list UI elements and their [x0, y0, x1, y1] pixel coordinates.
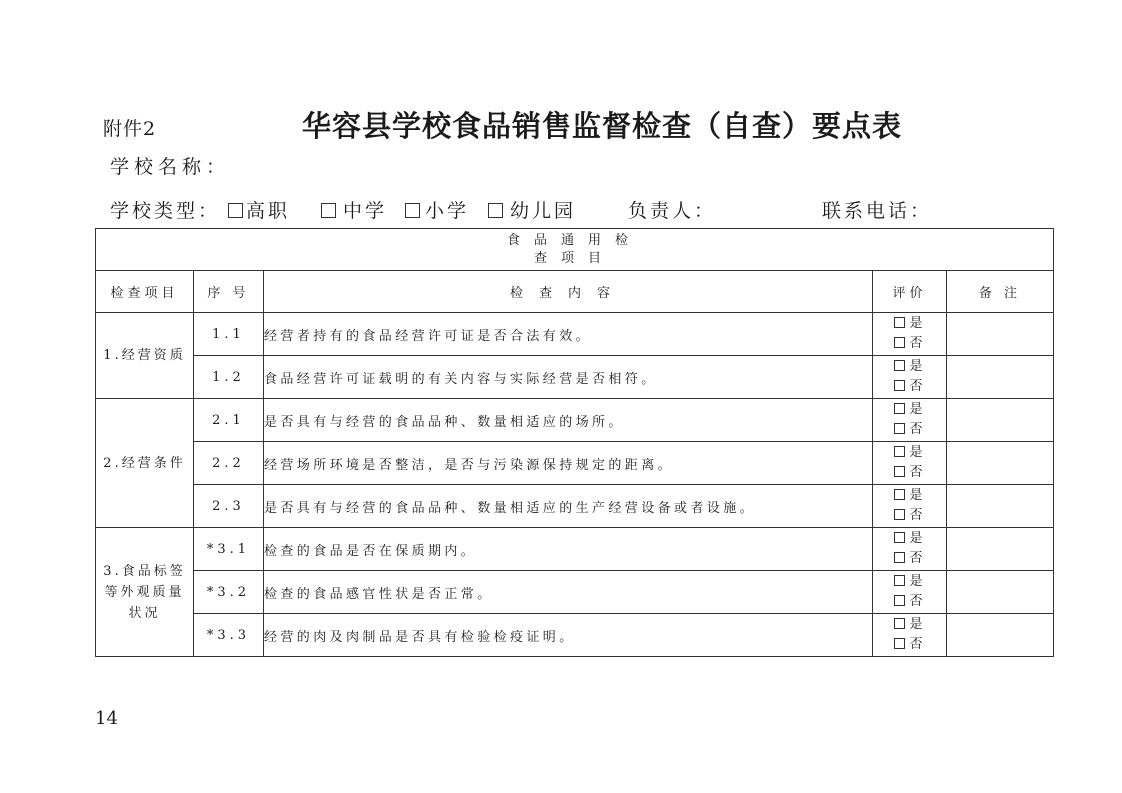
checkbox-icon[interactable]: [894, 423, 905, 434]
checkbox-icon[interactable]: [894, 638, 905, 649]
eval-no[interactable]: [873, 420, 946, 440]
table-title-line: 食品通用检: [506, 232, 642, 248]
note-cell[interactable]: [947, 442, 1054, 485]
eval-yes[interactable]: [873, 443, 946, 463]
checkbox-icon[interactable]: [488, 203, 503, 218]
phone-label: 联系电话：: [822, 200, 933, 222]
eval-no[interactable]: [873, 334, 946, 354]
note-cell[interactable]: [947, 356, 1054, 399]
eval-yes-label: 是: [909, 574, 925, 589]
eval-no-label: 否: [909, 465, 925, 480]
type-label: 高职: [246, 200, 291, 222]
category-cell: 2.经营条件: [96, 399, 194, 528]
checkbox-icon[interactable]: [894, 466, 905, 477]
content-cell: 食品经营许可证载明的有关内容与实际经营是否相符。: [264, 356, 873, 399]
eval-no[interactable]: [873, 592, 946, 612]
page-number: 14: [95, 708, 118, 729]
type-option-middle[interactable]: [321, 196, 387, 223]
category-cell: 3.食品标签等外观质量状况: [96, 528, 194, 657]
checkbox-icon[interactable]: [894, 380, 905, 391]
person-in-charge-label: 负责人：: [628, 200, 717, 222]
type-option-primary[interactable]: [405, 196, 469, 223]
content-cell: 经营的肉及肉制品是否具有检验检疫证明。: [264, 614, 873, 657]
checkbox-icon[interactable]: [894, 317, 905, 328]
table-row: [96, 528, 1054, 571]
checkbox-icon[interactable]: [894, 575, 905, 586]
school-type-label: 学校类型：: [110, 200, 221, 222]
eval-yes-label: 是: [909, 402, 925, 417]
table-row: [96, 485, 1054, 528]
checkbox-icon[interactable]: [405, 203, 420, 218]
eval-no-label: 否: [909, 422, 925, 437]
type-label: 小学: [425, 200, 470, 222]
checkbox-icon[interactable]: [894, 403, 905, 414]
eval-yes[interactable]: [873, 615, 946, 635]
note-cell[interactable]: [947, 313, 1054, 356]
checkbox-icon[interactable]: [894, 360, 905, 371]
checkbox-icon[interactable]: [894, 446, 905, 457]
header-note: 备 注: [947, 271, 1054, 313]
seq-cell: *3.3: [194, 614, 264, 657]
table-row: [96, 442, 1054, 485]
content-cell: 是否具有与经营的食品品种、数量相适应的生产经营设备或者设施。: [264, 485, 873, 528]
eval-no[interactable]: [873, 377, 946, 397]
note-cell[interactable]: [947, 528, 1054, 571]
header-seq: 序 号: [194, 271, 264, 313]
eval-no[interactable]: [873, 506, 946, 526]
checkbox-icon[interactable]: [228, 203, 243, 218]
eval-no-label: 否: [909, 336, 925, 351]
checkbox-icon[interactable]: [894, 509, 905, 520]
table-row: [96, 399, 1054, 442]
note-cell[interactable]: [947, 571, 1054, 614]
eval-cell[interactable]: [873, 571, 947, 614]
content-cell: 经营者持有的食品经营许可证是否合法有效。: [264, 313, 873, 356]
eval-no[interactable]: [873, 635, 946, 655]
eval-yes[interactable]: [873, 572, 946, 592]
content-cell: 是否具有与经营的食品品种、数量相适应的场所。: [264, 399, 873, 442]
eval-no[interactable]: [873, 463, 946, 483]
checkbox-icon[interactable]: [894, 618, 905, 629]
content-cell: 检查的食品感官性状是否正常。: [264, 571, 873, 614]
eval-no-label: 否: [909, 379, 925, 394]
table-row: [96, 356, 1054, 399]
eval-yes-label: 是: [909, 531, 925, 546]
eval-yes[interactable]: [873, 400, 946, 420]
note-cell[interactable]: [947, 485, 1054, 528]
table-title-line: 查项目: [533, 250, 615, 266]
eval-no[interactable]: [873, 549, 946, 569]
eval-yes[interactable]: [873, 314, 946, 334]
seq-cell: *3.1: [194, 528, 264, 571]
table-row: [96, 571, 1054, 614]
category-cell: 1.经营资质: [96, 313, 194, 399]
checkbox-icon[interactable]: [894, 552, 905, 563]
header-content: 检查内容: [264, 271, 873, 313]
eval-yes-label: 是: [909, 316, 925, 331]
attachment-label: 附件2: [103, 118, 157, 140]
checkbox-icon[interactable]: [894, 337, 905, 348]
eval-yes-label: 是: [909, 488, 925, 503]
table-row: [96, 614, 1054, 657]
checkbox-icon[interactable]: [894, 595, 905, 606]
seq-cell: 2.2: [194, 442, 264, 485]
type-label: 幼儿园: [510, 200, 577, 222]
content-cell: 检查的食品是否在保质期内。: [264, 528, 873, 571]
eval-cell[interactable]: [873, 528, 947, 571]
checkbox-icon[interactable]: [894, 489, 905, 500]
eval-no-label: 否: [909, 551, 925, 566]
seq-cell: 2.1: [194, 399, 264, 442]
school-name-label: 学校名称：: [110, 156, 231, 178]
table-row: [96, 313, 1054, 356]
eval-yes[interactable]: [873, 529, 946, 549]
eval-no-label: 否: [909, 637, 925, 652]
eval-cell[interactable]: [873, 313, 947, 356]
seq-cell: 2.3: [194, 485, 264, 528]
content-cell: 经营场所环境是否整洁，是否与污染源保持规定的距离。: [264, 442, 873, 485]
seq-cell: 1.2: [194, 356, 264, 399]
eval-yes-label: 是: [909, 445, 925, 460]
page-title: 华容县学校食品销售监督检查（自查）要点表: [302, 109, 903, 143]
table-title: [96, 229, 1054, 271]
eval-yes[interactable]: [873, 357, 946, 377]
seq-cell: 1.1: [194, 313, 264, 356]
checkbox-icon[interactable]: [321, 203, 336, 218]
inspection-table: [95, 228, 1054, 657]
eval-yes[interactable]: [873, 486, 946, 506]
type-option-vocational[interactable]: [228, 196, 290, 223]
note-cell[interactable]: [947, 399, 1054, 442]
eval-cell[interactable]: [873, 356, 947, 399]
type-option-kindergarten[interactable]: [488, 196, 576, 223]
seq-cell: *3.2: [194, 571, 264, 614]
eval-yes-label: 是: [909, 617, 925, 632]
eval-cell[interactable]: [873, 442, 947, 485]
header-eval: 评价: [873, 271, 947, 313]
type-label: 中学: [343, 200, 388, 222]
eval-yes-label: 是: [909, 359, 925, 374]
checkbox-icon[interactable]: [894, 532, 905, 543]
eval-no-label: 否: [909, 508, 925, 523]
eval-cell[interactable]: [873, 614, 947, 657]
note-cell[interactable]: [947, 614, 1054, 657]
eval-cell[interactable]: [873, 485, 947, 528]
eval-no-label: 否: [909, 594, 925, 609]
header-item: 检查项目: [96, 271, 194, 313]
eval-cell[interactable]: [873, 399, 947, 442]
